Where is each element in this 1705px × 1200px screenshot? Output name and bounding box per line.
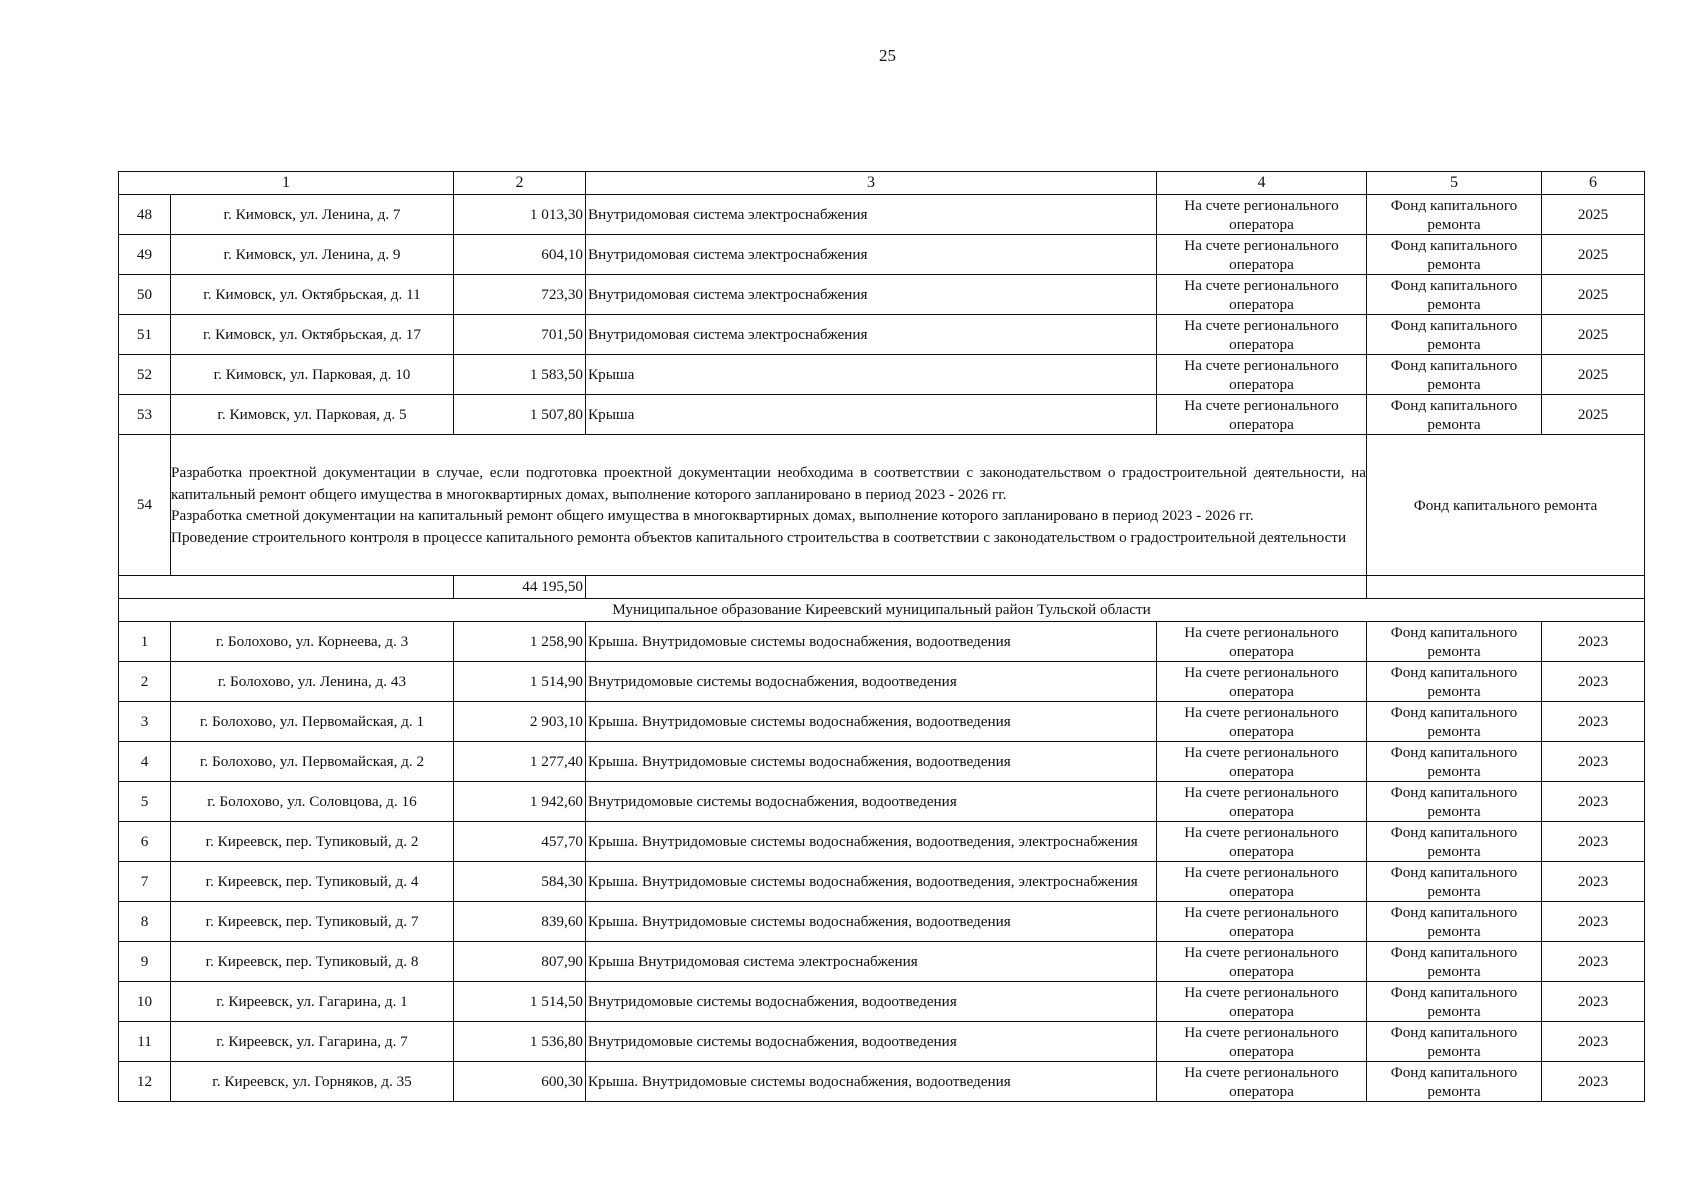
- work-type-cell: Крыша: [586, 395, 1157, 435]
- work-type-cell: Крыша. Внутридомовые системы водоснабжения, водоотведения, электроснабжения: [586, 862, 1157, 902]
- year-cell: 2023: [1542, 862, 1645, 902]
- table-row: [119, 902, 1645, 942]
- area-cell: 839,60: [454, 902, 586, 942]
- address-cell: г. Киреевск, ул. Гагарина, д. 7: [171, 1022, 454, 1062]
- table-row: [119, 822, 1645, 862]
- funding-source-cell: Фонд капитального ремонта: [1367, 355, 1542, 395]
- funding-source-cell: Фонд капитального ремонта: [1367, 942, 1542, 982]
- year-cell: 2023: [1542, 662, 1645, 702]
- year-cell: 2023: [1542, 1062, 1645, 1102]
- funding-source-cell: Фонд капитального ремонта: [1367, 982, 1542, 1022]
- year-cell: 2023: [1542, 902, 1645, 942]
- section-title: Муниципальное образование Киреевский муниципальный район Тульской области: [119, 599, 1645, 622]
- row-number: 52: [119, 355, 171, 395]
- address-cell: г. Киреевск, ул. Гагарина, д. 1: [171, 982, 454, 1022]
- year-cell: 2023: [1542, 742, 1645, 782]
- table-row: [119, 782, 1645, 822]
- year-cell: 2025: [1542, 395, 1645, 435]
- work-type-cell: Внутридомовая система электроснабжения: [586, 235, 1157, 275]
- row-number: 5: [119, 782, 171, 822]
- total-row: [119, 576, 1645, 599]
- year-cell: 2023: [1542, 822, 1645, 862]
- funding-source-cell: Фонд капитального ремонта: [1367, 235, 1542, 275]
- address-cell: г. Киреевск, пер. Тупиковый, д. 4: [171, 862, 454, 902]
- row-number: 3: [119, 702, 171, 742]
- area-cell: 1 514,90: [454, 662, 586, 702]
- work-type-cell: Крыша. Внутридомовые системы водоснабжения, водоотведения: [586, 622, 1157, 662]
- work-type-cell: Внутридомовые системы водоснабжения, водоотведения: [586, 782, 1157, 822]
- funding-source-cell: Фонд капитального ремонта: [1367, 275, 1542, 315]
- address-cell: г. Киреевск, ул. Горняков, д. 35: [171, 1062, 454, 1102]
- capital-repair-table: [118, 171, 1645, 1102]
- row-number: 51: [119, 315, 171, 355]
- address-cell: г. Болохово, ул. Соловцова, д. 16: [171, 782, 454, 822]
- table-row: [119, 662, 1645, 702]
- year-cell: 2023: [1542, 942, 1645, 982]
- funding-source-cell: Фонд капитального ремонта: [1367, 902, 1542, 942]
- row-number: 11: [119, 1022, 171, 1062]
- area-cell: 604,10: [454, 235, 586, 275]
- account-cell: На счете регионального оператора: [1157, 395, 1367, 435]
- year-cell: 2025: [1542, 355, 1645, 395]
- funding-source-cell: Фонд капитального ремонта: [1367, 862, 1542, 902]
- account-cell: На счете регионального оператора: [1157, 782, 1367, 822]
- work-description-paragraph: Проведение строительного контроля в процессе капитального ремонта объектов капитального строительства в соответствии с законодательством о градостроительной деятельности: [171, 528, 1347, 546]
- area-cell: 1 507,80: [454, 395, 586, 435]
- column-number: 6: [1542, 172, 1645, 195]
- table-row: [119, 622, 1645, 662]
- funding-source: Фонд капитального ремонта: [1367, 435, 1645, 576]
- table-row: [119, 742, 1645, 782]
- year-cell: 2025: [1542, 195, 1645, 235]
- address-cell: г. Болохово, ул. Первомайская, д. 2: [171, 742, 454, 782]
- work-type-cell: Внутридомовые системы водоснабжения, водоотведения: [586, 662, 1157, 702]
- table-row: [119, 942, 1645, 982]
- account-cell: На счете регионального оператора: [1157, 315, 1367, 355]
- account-cell: На счете регионального оператора: [1157, 942, 1367, 982]
- work-description: [171, 435, 1367, 576]
- funding-source-cell: Фонд капитального ремонта: [1367, 662, 1542, 702]
- account-cell: На счете регионального оператора: [1157, 355, 1367, 395]
- row-number: 8: [119, 902, 171, 942]
- column-number: 1: [119, 172, 454, 195]
- account-cell: На счете регионального оператора: [1157, 982, 1367, 1022]
- account-cell: На счете регионального оператора: [1157, 275, 1367, 315]
- area-cell: 807,90: [454, 942, 586, 982]
- account-cell: На счете регионального оператора: [1157, 235, 1367, 275]
- account-cell: На счете регионального оператора: [1157, 862, 1367, 902]
- year-cell: 2023: [1542, 622, 1645, 662]
- table-row: [119, 1022, 1645, 1062]
- work-type-cell: Крыша. Внутридомовые системы водоснабжения, водоотведения, электроснабжения: [586, 822, 1157, 862]
- table-row: [119, 1062, 1645, 1102]
- column-number: 4: [1157, 172, 1367, 195]
- page-number: 25: [879, 46, 896, 65]
- row-number: 54: [119, 435, 171, 576]
- address-cell: г. Болохово, ул. Ленина, д. 43: [171, 662, 454, 702]
- area-cell: 457,70: [454, 822, 586, 862]
- account-cell: На счете регионального оператора: [1157, 822, 1367, 862]
- row-number: 49: [119, 235, 171, 275]
- row-number: 9: [119, 942, 171, 982]
- table-row: [119, 355, 1645, 395]
- area-cell: 1 013,30: [454, 195, 586, 235]
- table-row-54: [119, 435, 1645, 576]
- table-row: [119, 395, 1645, 435]
- work-type-cell: Внутридомовая система электроснабжения: [586, 275, 1157, 315]
- work-type-cell: Крыша. Внутридомовые системы водоснабжения, водоотведения: [586, 902, 1157, 942]
- account-cell: На счете регионального оператора: [1157, 1022, 1367, 1062]
- funding-source-cell: Фонд капитального ремонта: [1367, 1022, 1542, 1062]
- address-cell: г. Болохово, ул. Первомайская, д. 1: [171, 702, 454, 742]
- area-cell: 1 942,60: [454, 782, 586, 822]
- work-type-cell: Крыша. Внутридомовые системы водоснабжения, водоотведения: [586, 1062, 1157, 1102]
- account-cell: На счете регионального оператора: [1157, 195, 1367, 235]
- funding-source-cell: Фонд капитального ремонта: [1367, 395, 1542, 435]
- table-row: [119, 315, 1645, 355]
- year-cell: 2023: [1542, 1022, 1645, 1062]
- row-number: 1: [119, 622, 171, 662]
- year-cell: 2025: [1542, 315, 1645, 355]
- area-cell: 1 258,90: [454, 622, 586, 662]
- account-cell: На счете регионального оператора: [1157, 1062, 1367, 1102]
- funding-source-cell: Фонд капитального ремонта: [1367, 1062, 1542, 1102]
- work-description-paragraph: Разработка проектной документации в случае, если подготовка проектной документации необходима в соответствии с законодательством о градостроительной деятельности, на капитальный ремонт общего имущества в многоквартирных домах, выполнение которого запланировано в период 2023 - 2026 гг.: [171, 464, 1366, 503]
- area-cell: 1 277,40: [454, 742, 586, 782]
- year-cell: 2023: [1542, 782, 1645, 822]
- work-type-cell: Внутридомовые системы водоснабжения, водоотведения: [586, 982, 1157, 1022]
- area-cell: 701,50: [454, 315, 586, 355]
- row-number: 2: [119, 662, 171, 702]
- address-cell: г. Кимовск, ул. Парковая, д. 10: [171, 355, 454, 395]
- funding-source-cell: Фонд капитального ремонта: [1367, 782, 1542, 822]
- area-cell: 723,30: [454, 275, 586, 315]
- table-row: [119, 862, 1645, 902]
- funding-source-cell: Фонд капитального ремонта: [1367, 622, 1542, 662]
- address-cell: г. Киреевск, пер. Тупиковый, д. 8: [171, 942, 454, 982]
- work-description-paragraph: Разработка сметной документации на капитальный ремонт общего имущества в многоквартирных домах, выполнение которого запланировано в период 2023 - 2026 гг.: [171, 507, 1254, 524]
- year-cell: 2025: [1542, 235, 1645, 275]
- address-cell: г. Киреевск, пер. Тупиковый, д. 2: [171, 822, 454, 862]
- address-cell: г. Кимовск, ул. Парковая, д. 5: [171, 395, 454, 435]
- table-row: [119, 702, 1645, 742]
- work-type-cell: Внутридомовые системы водоснабжения, водоотведения: [586, 1022, 1157, 1062]
- row-number: 50: [119, 275, 171, 315]
- row-number: 12: [119, 1062, 171, 1102]
- account-cell: На счете регионального оператора: [1157, 902, 1367, 942]
- funding-source-cell: Фонд капитального ремонта: [1367, 195, 1542, 235]
- row-number: 10: [119, 982, 171, 1022]
- year-cell: 2023: [1542, 702, 1645, 742]
- address-cell: г. Кимовск, ул. Ленина, д. 9: [171, 235, 454, 275]
- row-number: 53: [119, 395, 171, 435]
- column-number: 5: [1367, 172, 1542, 195]
- area-cell: 1 536,80: [454, 1022, 586, 1062]
- year-cell: 2023: [1542, 982, 1645, 1022]
- address-cell: г. Кимовск, ул. Октябрьская, д. 11: [171, 275, 454, 315]
- row-number: 7: [119, 862, 171, 902]
- row-number: 6: [119, 822, 171, 862]
- funding-source-cell: Фонд капитального ремонта: [1367, 742, 1542, 782]
- work-type-cell: Крыша Внутридомовая система электроснабжения: [586, 942, 1157, 982]
- work-type-cell: Внутридомовая система электроснабжения: [586, 315, 1157, 355]
- funding-source-cell: Фонд капитального ремонта: [1367, 702, 1542, 742]
- section-header-row: [119, 599, 1645, 622]
- area-cell: 2 903,10: [454, 702, 586, 742]
- table-row: [119, 982, 1645, 1022]
- address-cell: г. Киреевск, пер. Тупиковый, д. 7: [171, 902, 454, 942]
- column-number: 2: [454, 172, 586, 195]
- funding-source-cell: Фонд капитального ремонта: [1367, 822, 1542, 862]
- address-cell: г. Кимовск, ул. Октябрьская, д. 17: [171, 315, 454, 355]
- column-number: 3: [586, 172, 1157, 195]
- total-area: 44 195,50: [454, 576, 586, 599]
- work-type-cell: Крыша. Внутридомовые системы водоснабжения, водоотведения: [586, 742, 1157, 782]
- table-row: [119, 235, 1645, 275]
- area-cell: 600,30: [454, 1062, 586, 1102]
- row-number: 4: [119, 742, 171, 782]
- table-row: [119, 195, 1645, 235]
- year-cell: 2025: [1542, 275, 1645, 315]
- area-cell: 1 583,50: [454, 355, 586, 395]
- work-type-cell: Внутридомовая система электроснабжения: [586, 195, 1157, 235]
- address-cell: г. Болохово, ул. Корнеева, д. 3: [171, 622, 454, 662]
- work-type-cell: Крыша. Внутридомовые системы водоснабжения, водоотведения: [586, 702, 1157, 742]
- area-cell: 584,30: [454, 862, 586, 902]
- work-type-cell: Крыша: [586, 355, 1157, 395]
- column-number-row: [119, 172, 1645, 195]
- area-cell: 1 514,50: [454, 982, 586, 1022]
- address-cell: г. Кимовск, ул. Ленина, д. 7: [171, 195, 454, 235]
- account-cell: На счете регионального оператора: [1157, 742, 1367, 782]
- funding-source-cell: Фонд капитального ремонта: [1367, 315, 1542, 355]
- row-number: 48: [119, 195, 171, 235]
- account-cell: На счете регионального оператора: [1157, 662, 1367, 702]
- account-cell: На счете регионального оператора: [1157, 622, 1367, 662]
- table-row: [119, 275, 1645, 315]
- account-cell: На счете регионального оператора: [1157, 702, 1367, 742]
